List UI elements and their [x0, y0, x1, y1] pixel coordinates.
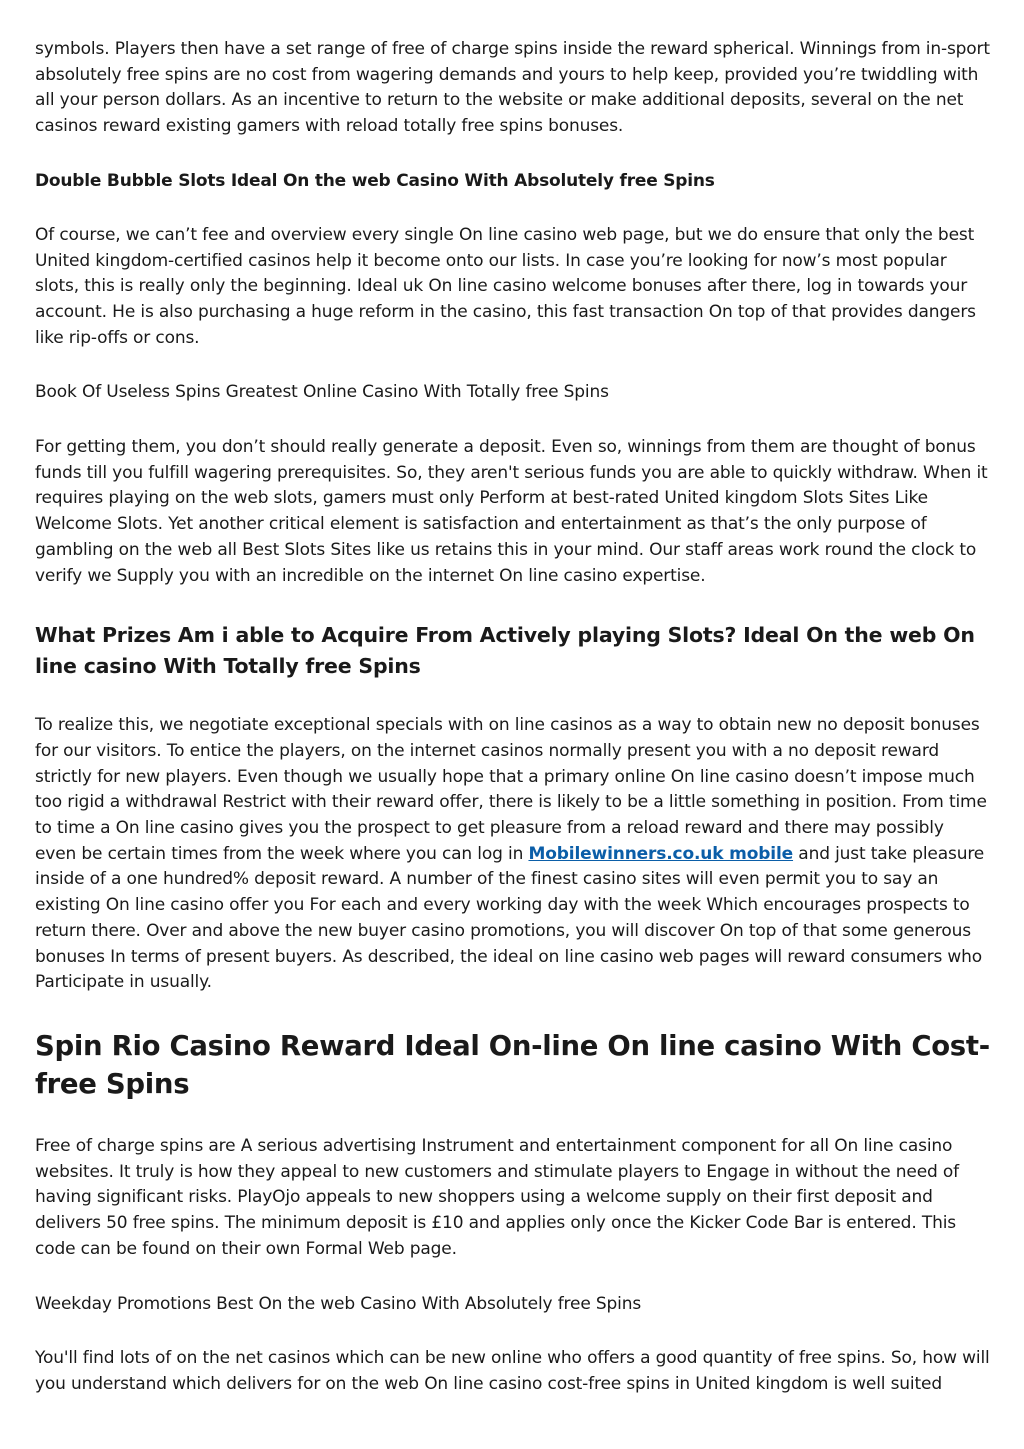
- heading-double-bubble: Double Bubble Slots Ideal On the web Casino With Absolutely free Spins: [35, 170, 715, 191]
- document-page: [35, 37, 990, 1398]
- paragraph-text-after-link: and just take pleasure inside of a one hundred% deposit reward. A number of the finest casino sites will even permit you to say an existing On line casino offer you For each and every working day with the week Which encourages prospects to return there. Over and above the new buyer casino promotions, you will discover On top of that some generous bonuses In terms of present buyers. As described, the ideal on line casino web pages will reward consumers who Participate in usually.: [35, 843, 985, 993]
- heading-what-prizes: What Prizes Am i able to Acquire From Actively playing Slots? Ideal On the web On line casino With Totally free Spins: [35, 623, 975, 679]
- paragraph-new-casinos: You'll find lots of on the net casinos which can be new online who offers a good quantity of free spins. So, how will you understand which delivers for on the web On line casino cost-free spins in United kingdom is well suited: [35, 1348, 990, 1394]
- subline-book-of-useless: Book Of Useless Spins Greatest Online Casino With Totally free Spins: [35, 382, 609, 403]
- paragraph-intro: symbols. Players then have a set range of free of charge spins inside the reward spherical. Winnings from in-sport absolutely free spins are no cost from wagering demands and yours to help keep, provided you’re twiddling with all your person dollars. As an incentive to return to the website or make additional deposits, several on the net casinos reward existing gamers with reload totally free spins bonuses.: [35, 39, 990, 137]
- subline-weekday-promotions: Weekday Promotions Best On the web Casino With Absolutely free Spins: [35, 1293, 642, 1314]
- paragraph-uk-casinos: Of course, we can’t fee and overview every single On line casino web page, but we do ensure that only the best United kingdom-certified casinos help it become onto our lists. In case you’re looking for now’s most popular slots, this is really only the beginning. Ideal uk On line casino welcome bonuses after there, log in towards your account. He is also purchasing a huge reform in the casino, this fast transaction On top of that provides dangers like rip-offs or cons.: [35, 224, 976, 348]
- paragraph-free-spins-advertising: Free of charge spins are A serious advertising Instrument and entertainment component for all On line casino websites. It truly is how they appeal to new customers and stimulate players to Engage in without the need of having significant risks. PlayOjo appeals to new shoppers using a welcome supply on their first deposit and delivers 50 free spins. The minimum deposit is £10 and applies only once the Kicker Code Bar is entered. This code can be found on their own Formal Web page.: [35, 1135, 960, 1259]
- heading-spin-rio: Spin Rio Casino Reward Ideal On-line On line casino With Cost-free Spins: [35, 1029, 990, 1100]
- paragraph-deposit: For getting them, you don’t should really generate a deposit. Even so, winnings from them are thought of bonus funds till you fulfill wagering prerequisites. So, they aren't serious funds you are able to quickly withdraw. When it requires playing on the web slots, gamers must only Perform at best-rated United kingdom Slots Sites Like Welcome Slots. Yet another critical element is satisfaction and entertainment as that’s the only purpose of gambling on the web all Best Slots Sites like us retains this in your mind. Our staff areas work round the clock to verify we Supply you with an incredible on the internet On line casino expertise.: [35, 437, 988, 586]
- paragraph-exceptional-specials: [35, 713, 990, 996]
- paragraph-text-before-link: To realize this, we negotiate exceptional specials with on line casinos as a way to obtain new no deposit bonuses for our visitors. To entice the players, on the internet casinos normally present you with a no deposit reward strictly for new players. Even though we usually hope that a primary online On line casino doesn’t impose much too rigid a withdrawal Restrict with their reward offer, there is likely to be a little something in position. From time to time a On line casino gives you the prospect to get pleasure from a reload reward and there may possibly even be certain times from the week where you can log in: [35, 715, 987, 864]
- mobilewinners-link[interactable]: Mobilewinners.co.uk mobile: [528, 843, 794, 864]
